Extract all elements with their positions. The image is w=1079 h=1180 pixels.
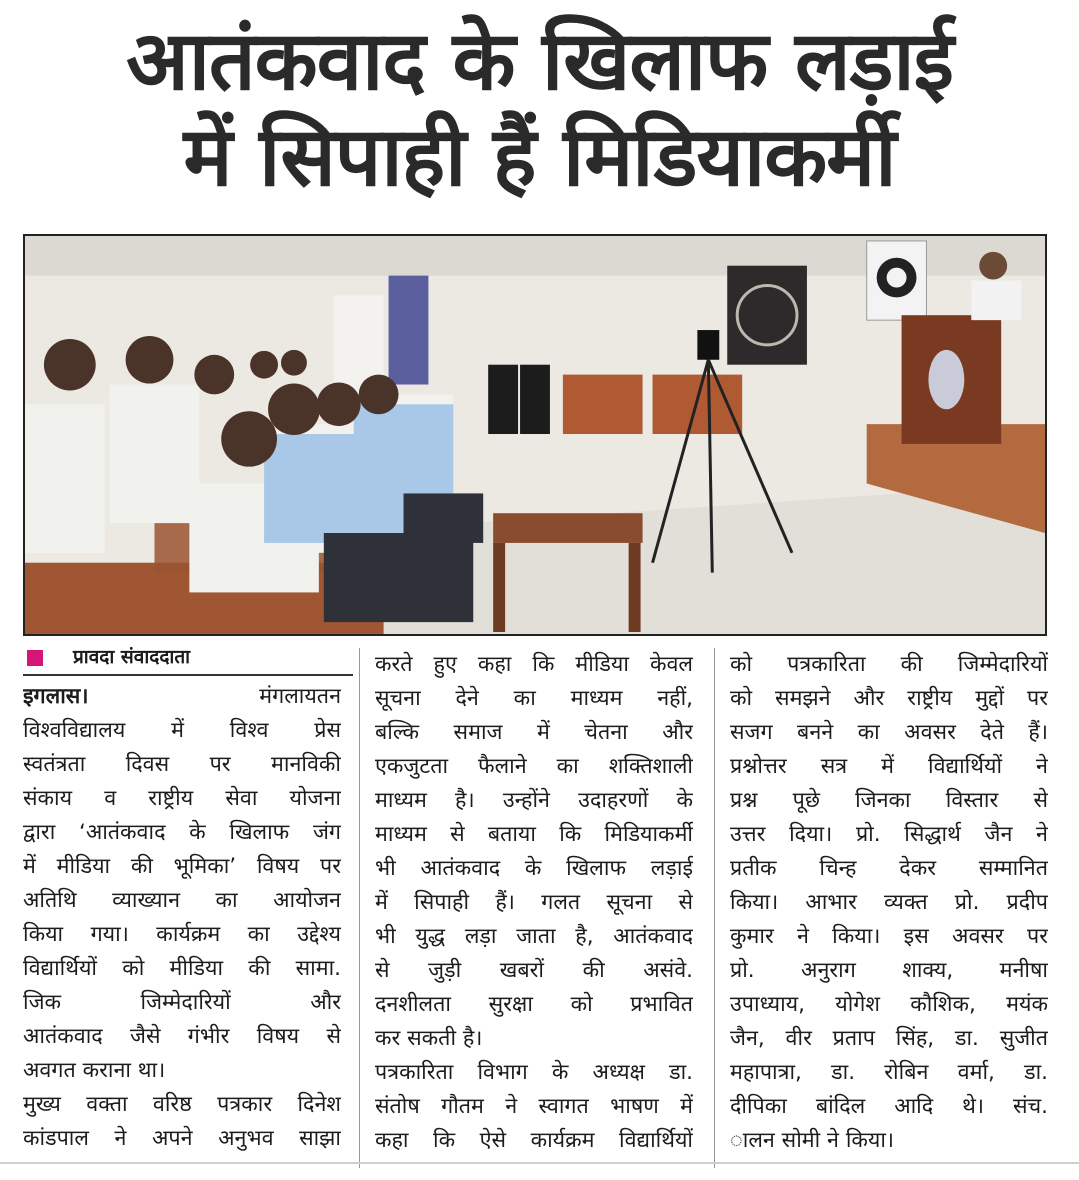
article-line: माध्यम है। उन्होंने उदाहरणों के <box>375 788 693 813</box>
article-line: एकजुटता फैलाने का शक्तिशाली <box>375 754 693 779</box>
article-line: जैन, वीर प्रताप सिंह, डा. सुजीत <box>730 1026 1048 1051</box>
article-line: आतंकवाद जैसे गंभीर विषय से <box>23 1024 341 1049</box>
article-line: में मीडिया की भूमिका’ विषय पर <box>23 854 341 879</box>
article-line: महापात्रा, डा. रोबिन वर्मा, डा. <box>730 1060 1048 1085</box>
article-line: प्रश्नोत्तर सत्र में विद्यार्थियों ने <box>730 754 1048 779</box>
article-line: करते हुए कहा कि मीडिया केवल <box>375 652 693 677</box>
byline-text: प्रावदा संवाददाता <box>73 646 191 668</box>
article-line: कुमार ने किया। इस अवसर पर <box>730 924 1048 949</box>
article-line: प्रो. अनुराग शाक्य, मनीषा <box>730 958 1048 983</box>
article-line: सजग बनने का अवसर देते हैं। <box>730 720 1048 745</box>
article-line: माध्यम से बताया कि मिडियाकर्मी <box>375 822 693 847</box>
headline-line-1: आतंकवाद के खिलाफ लड़ाई <box>126 14 953 109</box>
article-line: मुख्य वक्ता वरिष्ठ पत्रकार दिनेश <box>23 1092 341 1117</box>
article-line: किया। आभार व्यक्त प्रो. प्रदीप <box>730 890 1048 915</box>
article-line: भी युद्ध लड़ा जाता है, आतंकवाद <box>375 924 693 949</box>
article-line: प्रश्न पूछे जिनका विस्तार से <box>730 788 1048 813</box>
headline <box>0 14 1079 206</box>
article-line: स्वतंत्रता दिवस पर मानविकी <box>23 752 341 777</box>
article-column-1 <box>23 680 341 1156</box>
article-line: सूचना देने का माध्यम नहीं, <box>375 686 693 711</box>
article-line: को समझने और राष्ट्रीय मुद्दों पर <box>730 686 1048 711</box>
article-line: अवगत कराना था। <box>23 1058 166 1083</box>
article-line <box>23 680 341 714</box>
event-photo <box>23 234 1047 636</box>
article-line: को पत्रकारिता की जिम्मेदारियों <box>730 652 1048 677</box>
article-line: उपाध्याय, योगेश कौशिक, मयंक <box>730 992 1048 1017</box>
article-line: पत्रकारिता विभाग के अध्यक्ष डा. <box>375 1060 693 1085</box>
article-line: संतोष गौतम ने स्वागत भाषण में <box>375 1094 693 1119</box>
byline <box>23 644 353 676</box>
article-line: संकाय व राष्ट्रीय सेवा योजना <box>23 786 341 811</box>
article-line-text: मंगलायतन <box>259 684 341 709</box>
article-line: उत्तर दिया। प्रो. सिद्धार्थ जैन ने <box>730 822 1048 847</box>
byline-marker-icon <box>27 650 43 666</box>
article-line: दनशीलता सुरक्षा को प्रभावित <box>375 992 693 1017</box>
article-line: भी आतंकवाद के खिलाफ लड़ाई <box>375 856 693 881</box>
article-line: किया गया। कार्यक्रम का उद्देश्य <box>23 922 341 947</box>
article-line: अतिथि व्याख्यान का आयोजन <box>23 888 341 913</box>
article-line: में सिपाही हैं। गलत सूचना से <box>375 890 693 915</box>
article-line: विद्यार्थियों को मीडिया की सामा. <box>23 956 341 981</box>
article-line: बल्कि समाज में चेतना और <box>375 720 693 745</box>
article-line: जिक जिम्मेदारियों और <box>23 990 341 1015</box>
article-line: ालन सोमी ने किया। <box>730 1128 895 1153</box>
bottom-divider <box>0 1162 1079 1164</box>
seminar-hall-photo-icon <box>25 236 1045 634</box>
column-divider <box>359 648 360 1168</box>
article-line: दीपिका बांदिल आदि थे। संच. <box>730 1094 1048 1119</box>
headline-line-2: में सिपाही हैं मिडियाकर्मी <box>183 110 896 205</box>
article-line: विश्वविद्यालय में विश्व प्रेस <box>23 718 341 743</box>
article-column-2 <box>375 648 693 1158</box>
dateline: इगलास। <box>23 684 89 709</box>
article-line: द्वारा ‘आतंकवाद के खिलाफ जंग <box>23 820 341 845</box>
article-line: कर सकती है। <box>375 1026 483 1051</box>
article-line: कांडपाल ने अपने अनुभव साझा <box>23 1126 341 1151</box>
article-line: से जुड़ी खबरों की असंवे. <box>375 958 693 983</box>
column-divider <box>714 648 715 1168</box>
article-line: कहा कि ऐसे कार्यक्रम विद्यार्थियों <box>375 1128 693 1153</box>
article-column-3 <box>730 648 1048 1158</box>
article-line: प्रतीक चिन्ह देकर सम्मानित <box>730 856 1048 881</box>
